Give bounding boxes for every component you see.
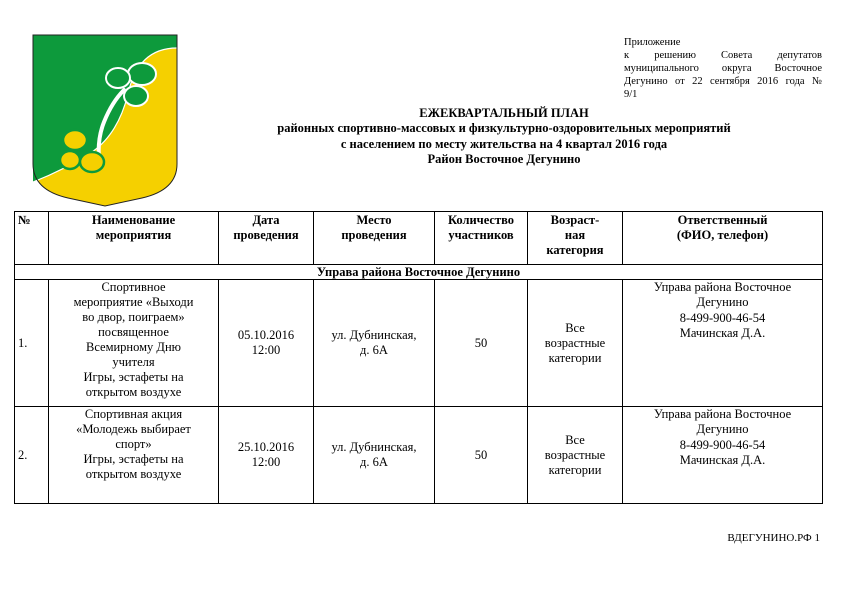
title-line: с населением по месту жительства на 4 квартал 2016 года [340,136,668,151]
events-table [14,211,823,504]
title-line: районных спортивно-массовых и физкультурно-оздоровительных мероприятий [277,121,731,136]
header-num: № [15,212,49,265]
header-date: Дата проведения [219,212,314,265]
row-num: 1. [15,280,49,407]
row-name: Спортивная акция «Молодежь выбирает спорт» Игры, эстафеты на открытом воздухе [49,407,219,504]
appendix-line: к решению Совета депутатов [624,50,822,61]
row-place: ул. Дубнинская, д. 6А [314,407,435,504]
appendix-line: 9/1 [624,89,638,100]
row-date: 25.10.2016 12:00 [219,407,314,504]
section-title: Управа района Восточное Дегунино [15,265,823,280]
table-header-row [15,212,823,265]
row-age: Все возрастные категории [528,280,623,407]
header-name: Наименование мероприятия [49,212,219,265]
plan-title [244,106,764,167]
appendix-note [624,36,822,101]
section-row [15,265,823,280]
appendix-line: муниципального округа Восточное [624,63,822,74]
row-responsible: Управа района Восточное Дегунино 8-499-900-46-54 Мачинская Д.А. [623,407,823,504]
row-place: ул. Дубнинская, д. 6А [314,280,435,407]
district-coat-of-arms-icon [30,32,180,208]
header-place: Место проведения [314,212,435,265]
row-responsible: Управа района Восточное Дегунино 8-499-900-46-54 Мачинская Д.А. [623,280,823,407]
row-count: 50 [435,407,528,504]
title-line: Район Восточное Дегунино [427,151,581,166]
appendix-line: Дегунино от 22 сентября 2016 года № [624,76,822,87]
title-line: ЕЖЕКВАРТАЛЬНЫЙ ПЛАН [419,106,589,120]
row-count: 50 [435,280,528,407]
row-age: Все возрастные категории [528,407,623,504]
row-name: Спортивное мероприятие «Выходи во двор, поиграем» посвященное Всемирному Дню учителя Игры, эстафеты на открытом воздухе [49,280,219,407]
table-row [15,280,823,407]
row-num: 2. [15,407,49,504]
header-age: Возраст- ная категория [528,212,623,265]
header-responsible: Ответственный (ФИО, телефон) [623,212,823,265]
table-row [15,407,823,504]
header-count: Количество участников [435,212,528,265]
page-footer: ВДЕГУНИНО.РФ 1 [727,532,820,544]
appendix-line: Приложение [624,37,681,48]
row-date: 05.10.2016 12:00 [219,280,314,407]
